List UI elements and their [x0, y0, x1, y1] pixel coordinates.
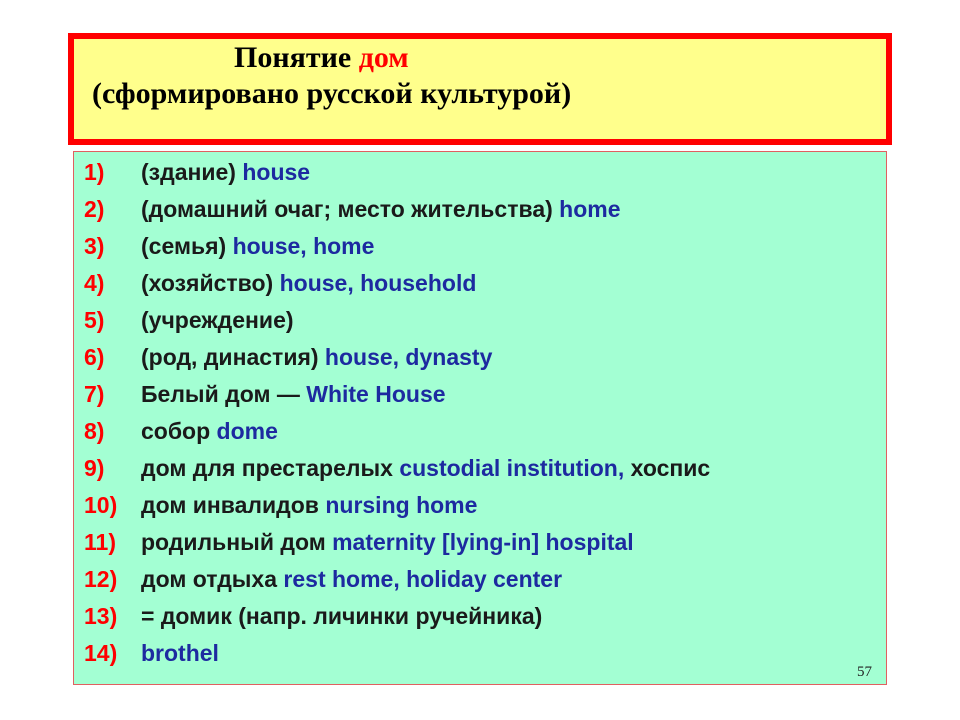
- item-number: 9): [84, 455, 105, 481]
- title-line-2: (сформировано русской культурой): [92, 77, 572, 110]
- meanings-list: [73, 151, 887, 685]
- item-russian: (домашний очаг; место жительства): [141, 196, 560, 222]
- item-english: maternity [lying-in] hospital: [332, 529, 634, 555]
- item-russian: дом инвалидов: [141, 492, 326, 518]
- item-text: [141, 636, 219, 670]
- item-number: 2): [84, 196, 105, 222]
- item-text: [141, 155, 310, 189]
- item-english: house, household: [279, 270, 477, 296]
- item-number: 5): [84, 307, 105, 333]
- item-russian: (род, династия): [141, 344, 325, 370]
- item-russian: родильный дом: [141, 529, 333, 555]
- title-line-1: [234, 41, 409, 75]
- item-text: [141, 340, 492, 374]
- item-text: [141, 266, 476, 300]
- slide-number: 57: [857, 664, 872, 680]
- item-text: [141, 451, 710, 485]
- item-text: [141, 192, 621, 226]
- item-text: [141, 303, 294, 337]
- item-russian: (семья): [141, 233, 233, 259]
- item-number: 10): [84, 492, 118, 518]
- item-number: 7): [84, 381, 105, 407]
- title-box: [68, 33, 892, 145]
- item-russian: дом отдыха: [141, 566, 284, 592]
- item-english: house, home: [232, 233, 375, 259]
- item-text: [141, 599, 542, 633]
- item-russian: (здание): [141, 159, 243, 185]
- item-english: nursing home: [325, 492, 478, 518]
- item-text: [141, 377, 446, 411]
- item-text: [141, 525, 634, 559]
- item-number: 4): [84, 270, 105, 296]
- item-english: dome: [216, 418, 278, 444]
- item-number: 1): [84, 159, 105, 185]
- item-tail: хоспис: [624, 455, 711, 481]
- title-prefix: Понятие: [234, 41, 359, 74]
- item-number: 3): [84, 233, 105, 259]
- item-russian: Белый дом —: [141, 381, 307, 407]
- item-text: [141, 229, 374, 263]
- item-number: 8): [84, 418, 105, 444]
- item-number: 6): [84, 344, 105, 370]
- item-text: [141, 414, 278, 448]
- item-number: 12): [84, 566, 118, 592]
- item-number: 11): [84, 529, 116, 555]
- item-russian: = домик (напр. личинки ручейника): [141, 603, 543, 629]
- item-english: rest home, holiday center: [283, 566, 563, 592]
- item-english: house: [242, 159, 311, 185]
- item-russian: (учреждение): [141, 307, 294, 333]
- item-text: [141, 562, 562, 596]
- item-english: brothel: [141, 640, 219, 666]
- item-english: custodial institution,: [399, 455, 625, 481]
- item-number: 14): [84, 640, 118, 666]
- title-accent-word: дом: [358, 41, 409, 74]
- item-number: 13): [84, 603, 118, 629]
- item-text: [141, 488, 477, 522]
- item-english: White House: [306, 381, 446, 407]
- item-russian: дом для престарелых: [141, 455, 400, 481]
- item-english: home: [559, 196, 621, 222]
- item-russian: (хозяйство): [141, 270, 280, 296]
- item-russian: собор: [141, 418, 217, 444]
- item-english: house, dynasty: [324, 344, 493, 370]
